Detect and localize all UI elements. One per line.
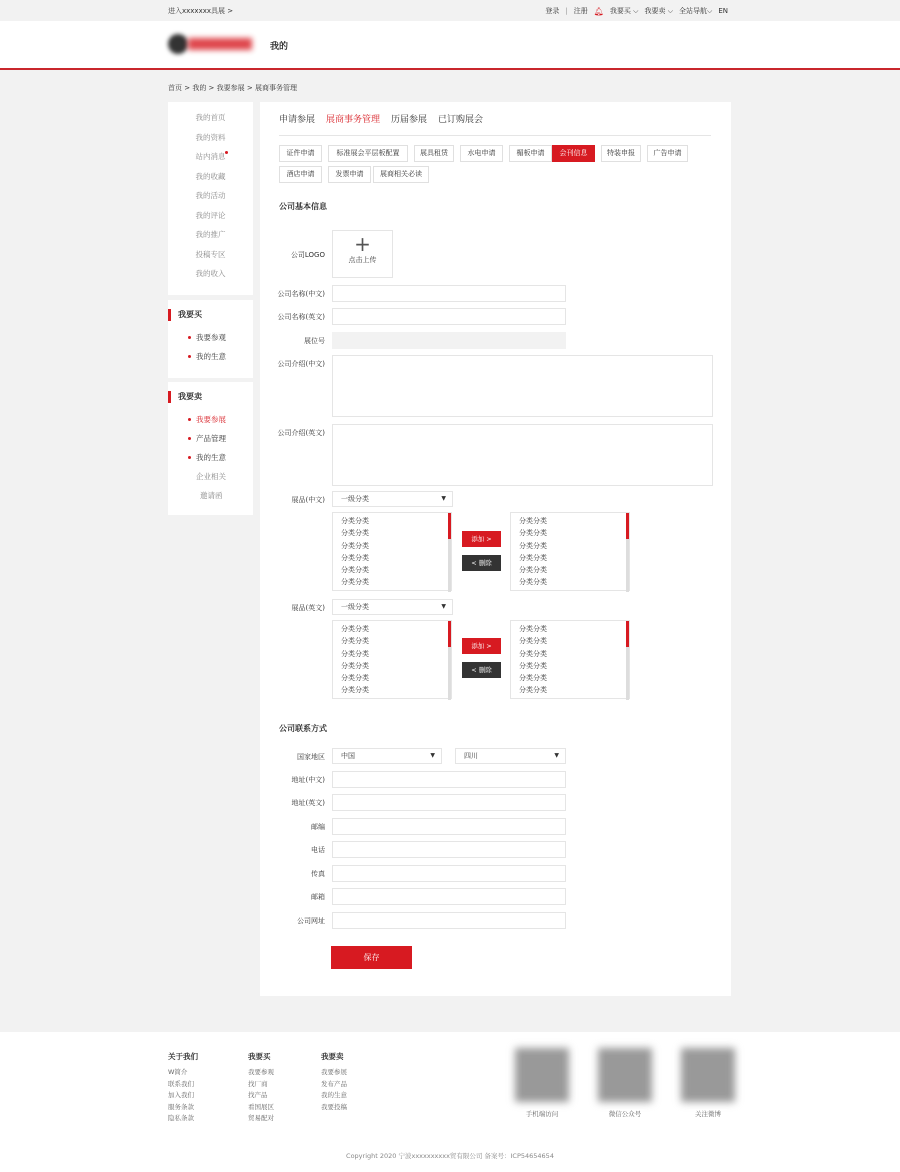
footer-col-title: 我要买 — [248, 1052, 271, 1061]
list-item[interactable]: 分类分类 — [519, 578, 547, 587]
footer-link[interactable]: 我要参展 — [321, 1068, 347, 1076]
email-field[interactable] — [332, 888, 566, 905]
sidebar-item-invitation[interactable]: 邀请函 — [200, 491, 223, 500]
buy-menu-label: 我要买 — [609, 7, 631, 15]
subtab-advertising[interactable]: 广告申请 — [647, 145, 688, 162]
subtab-equipment[interactable]: 展具租赁 — [414, 145, 454, 162]
sidebar-item-profile[interactable]: 我的资料 — [195, 132, 226, 142]
province-select[interactable] — [455, 748, 566, 764]
booth-label: 展位号 — [304, 337, 325, 345]
sidebar-item-submissions[interactable]: 投稿专区 — [195, 249, 226, 259]
subtab-special[interactable]: 特装申报 — [601, 145, 641, 162]
email-label: 邮箱 — [311, 893, 325, 901]
scrollbar[interactable] — [626, 513, 629, 592]
qr-wechat — [596, 1048, 654, 1118]
sidebar-buy-title: 我要买 — [168, 308, 253, 322]
subtab-invoice[interactable]: 发票申请 — [328, 166, 371, 183]
caret-down-icon: ▼ — [430, 752, 435, 759]
sidebar-item-label: 我要参展 — [196, 415, 226, 424]
section-contact-title: 公司联系方式 — [279, 724, 327, 733]
qr-mobile — [513, 1048, 571, 1118]
list-item[interactable]: 分类分类 — [341, 529, 369, 538]
postcode-field[interactable] — [332, 818, 566, 835]
sidebar-item-sell-business[interactable] — [168, 448, 253, 467]
list-item[interactable]: 分类分类 — [341, 625, 369, 633]
footer-link[interactable]: 我的生意 — [321, 1091, 347, 1099]
intro-cn-textarea[interactable] — [332, 355, 713, 417]
chevron-down-icon: ⌵ — [707, 7, 713, 15]
footer-link[interactable]: 我要投稿 — [321, 1102, 347, 1111]
chevron-down-icon: ⌵ — [633, 7, 639, 15]
footer-about — [168, 1051, 198, 1125]
subtab-catalog-info[interactable]: 会刊信息 — [552, 145, 595, 162]
sidebar-sell — [168, 382, 253, 515]
country-label: 国家地区 — [297, 753, 325, 761]
select-value: 中国 — [341, 752, 355, 760]
fax-field[interactable] — [332, 865, 566, 882]
sidebar-main — [168, 102, 253, 295]
footer-link[interactable]: 隐私条款 — [168, 1114, 194, 1122]
sidebar-item-label: 我要参观 — [196, 333, 226, 342]
sidebar-item-activities[interactable]: 我的活动 — [195, 191, 226, 200]
sell-menu-label: 我要卖 — [644, 7, 666, 15]
list-item[interactable]: 分类分类 — [341, 674, 369, 683]
list-item[interactable]: 分类分类 — [341, 541, 369, 550]
tab-ordered[interactable]: 已订购展会 — [438, 115, 484, 125]
qr-caption: 手机端访问 — [525, 1110, 559, 1118]
list-item[interactable]: 分类分类 — [519, 517, 547, 525]
products-en-label: 展品(英文) — [291, 604, 325, 612]
sidebar-item-income[interactable]: 我的收入 — [195, 269, 226, 278]
list-item[interactable]: 分类分类 — [341, 553, 369, 562]
breadcrumb: 首页 > 我的 > 我要参展 > 展商事务管理 — [168, 84, 297, 92]
category-select-en[interactable] — [332, 599, 453, 615]
list-item[interactable]: 分类分类 — [341, 578, 369, 587]
sidebar-item-home[interactable]: 我的首页 — [195, 113, 226, 122]
footer-link[interactable]: 找产品 — [248, 1091, 268, 1099]
footer-link[interactable]: 我要参观 — [248, 1068, 274, 1076]
remove-button[interactable]: < 删除 — [462, 662, 501, 678]
subtab-must-read[interactable]: 展商相关必读 — [373, 166, 429, 183]
booth-field — [332, 332, 566, 349]
subtab-utilities[interactable]: 水电申请 — [460, 145, 503, 162]
qr-caption: 微信公众号 — [608, 1110, 642, 1118]
list-item[interactable]: 分类分类 — [519, 625, 547, 633]
sidebar-item-messages[interactable] — [168, 151, 253, 171]
bell-icon[interactable]: 🔔︎ — [593, 6, 604, 16]
sidebar-sell-title: 我要卖 — [168, 390, 253, 404]
caret-down-icon: ▼ — [441, 495, 446, 502]
qr-caption: 关注微博 — [695, 1110, 721, 1118]
addr-en-field[interactable] — [332, 794, 566, 811]
register-link[interactable]: 注册 — [573, 7, 588, 15]
chevron-down-icon: ⌵ — [667, 7, 674, 15]
bullet — [188, 336, 191, 339]
select-value: 一级分类 — [341, 603, 369, 611]
postcode-label: 邮编 — [311, 823, 325, 831]
intro-en-textarea[interactable] — [332, 424, 713, 486]
list-item[interactable]: 分类分类 — [519, 649, 547, 658]
add-button[interactable]: 添加 > — [462, 531, 501, 547]
addr-en-label: 地址(英文) — [291, 799, 325, 807]
list-item[interactable]: 分类分类 — [519, 529, 547, 538]
footer-link[interactable]: 看国展区 — [248, 1102, 274, 1111]
list-item[interactable]: 分类分类 — [519, 637, 547, 646]
enter-exhibition-link[interactable]: 进入xxxxxxx具展 > — [168, 7, 234, 15]
phone-field[interactable] — [332, 841, 566, 858]
logo-mark — [168, 34, 188, 54]
sidebar-item-promotion[interactable]: 我的推广 — [195, 230, 226, 239]
unread-dot — [225, 151, 228, 154]
list-item[interactable]: 分类分类 — [519, 686, 547, 695]
header — [0, 21, 900, 70]
qr-code-image — [515, 1048, 569, 1102]
name-cn-field[interactable] — [332, 285, 566, 302]
addr-cn-field[interactable] — [332, 771, 566, 788]
caret-down-icon: ▼ — [441, 603, 446, 610]
sidebar-item-company[interactable]: 企业相关 — [196, 472, 226, 481]
main-panel — [260, 102, 731, 996]
list-item[interactable]: 分类分类 — [519, 553, 547, 562]
list-item[interactable]: 分类分类 — [519, 566, 547, 575]
plus-icon: + — [354, 232, 371, 256]
caret-down-icon: ▼ — [554, 752, 559, 759]
divider: | — [565, 7, 568, 15]
qr-code-image — [598, 1048, 652, 1102]
sidebar-item-label: 产品管理 — [196, 434, 226, 443]
footer-link[interactable]: 服务条款 — [168, 1102, 194, 1111]
sidebar-item-visit[interactable] — [168, 328, 253, 347]
list-item[interactable]: 分类分类 — [519, 661, 547, 670]
intro-en-label: 公司介绍(英文) — [277, 429, 325, 437]
bullet — [188, 437, 191, 440]
phone-label: 电话 — [311, 846, 325, 854]
addr-cn-label: 地址(中文) — [291, 776, 325, 784]
tab-history[interactable]: 历届参展 — [391, 115, 428, 125]
sidebar-item-exhibit[interactable] — [168, 410, 253, 429]
footer-link[interactable]: W简介 — [168, 1068, 188, 1076]
footer-link[interactable]: 找厂商 — [248, 1079, 268, 1088]
bullet — [188, 418, 191, 421]
sidebar-item-label: 站内消息 — [195, 152, 226, 161]
country-select[interactable] — [332, 748, 442, 764]
website-label: 公司网址 — [297, 917, 325, 925]
category-list-en-right[interactable] — [510, 620, 630, 699]
products-cn-label: 展品(中文) — [291, 496, 325, 504]
select-value: 一级分类 — [341, 495, 369, 503]
intro-cn-label: 公司介绍(中文) — [277, 360, 325, 368]
name-en-field[interactable] — [332, 308, 566, 325]
category-list-cn-left[interactable] — [332, 512, 452, 591]
tab-exhibitor-affairs[interactable]: 展商事务管理 — [326, 115, 381, 125]
website-field[interactable] — [332, 912, 566, 929]
qr-weibo — [679, 1048, 737, 1118]
buy-menu[interactable] — [610, 6, 639, 16]
footer-sell — [321, 1051, 347, 1113]
sidebar-item-favorites[interactable]: 我的收藏 — [195, 171, 226, 181]
category-select-cn[interactable] — [332, 491, 453, 507]
tab-apply[interactable]: 申请参展 — [279, 115, 316, 125]
lang-switch[interactable]: EN — [718, 7, 728, 15]
subtab-credentials[interactable]: 证件申请 — [279, 145, 322, 162]
sidebar-item-business[interactable] — [168, 347, 253, 366]
main-tabs — [279, 114, 711, 136]
list-item[interactable]: 分类分类 — [341, 686, 369, 695]
list-item[interactable]: 分类分类 — [341, 661, 369, 670]
logo-label: 公司LOGO — [290, 251, 325, 259]
bullet — [188, 456, 191, 459]
list-item[interactable]: 分类分类 — [341, 517, 369, 525]
scrollbar[interactable] — [448, 621, 451, 700]
scrollbar[interactable] — [626, 621, 629, 700]
remove-button[interactable]: < 删除 — [462, 555, 501, 571]
section-basic-title: 公司基本信息 — [279, 202, 327, 211]
select-value: 四川 — [464, 752, 478, 760]
list-item[interactable]: 分类分类 — [341, 637, 369, 646]
sidebar-item-products[interactable] — [168, 429, 253, 448]
logo-upload-button[interactable] — [332, 230, 393, 278]
site-nav-label: 全站导航 — [679, 7, 708, 15]
subtab-booth-config[interactable]: 标准展会平层板配置 — [328, 145, 408, 162]
site-logo[interactable] — [168, 32, 254, 56]
footer-link[interactable]: 贸易配对 — [248, 1114, 274, 1122]
page-title: 我的 — [270, 42, 289, 52]
footer-buy — [248, 1051, 274, 1125]
copyright: Copyright 2020 宁波xxxxxxxxxx贸有限公司 备案号：ICP54654654 — [346, 1152, 554, 1160]
fax-label: 传真 — [311, 870, 325, 878]
bullet — [188, 355, 191, 358]
add-button[interactable]: 添加 > — [462, 638, 501, 654]
sidebar-buy — [168, 300, 253, 378]
sidebar-item-comments[interactable]: 我的评论 — [195, 210, 226, 220]
save-button[interactable]: 保存 — [331, 946, 412, 969]
qr-code-image — [681, 1048, 735, 1102]
sidebar-item-label: 我的生意 — [196, 453, 226, 462]
footer-link[interactable]: 加入我们 — [168, 1091, 194, 1099]
scrollbar[interactable] — [448, 513, 451, 592]
name-cn-label: 公司名称(中文) — [277, 290, 325, 298]
category-list-cn-right[interactable] — [510, 512, 630, 591]
site-nav-menu[interactable] — [679, 6, 712, 16]
subtab-hotel[interactable]: 酒店申请 — [279, 166, 322, 183]
sidebar-item-label: 我的生意 — [196, 352, 226, 361]
subtab-fascia[interactable]: 楣板申请 — [509, 145, 552, 162]
login-link[interactable]: 登录 — [545, 7, 560, 15]
footer-link[interactable]: 联系我们 — [168, 1079, 194, 1088]
category-list-en-left[interactable] — [332, 620, 452, 699]
top-bar-right — [545, 6, 728, 16]
top-bar — [0, 0, 900, 21]
sell-menu[interactable] — [644, 6, 673, 16]
list-item[interactable]: 分类分类 — [341, 566, 369, 575]
list-item[interactable]: 分类分类 — [519, 541, 547, 550]
upload-text: 点击上传 — [348, 256, 377, 264]
footer-col-title: 我要卖 — [321, 1052, 344, 1061]
footer-link[interactable]: 发布产品 — [321, 1079, 347, 1088]
list-item[interactable]: 分类分类 — [519, 674, 547, 683]
footer-col-title: 关于我们 — [168, 1052, 198, 1061]
footer — [0, 1032, 900, 1172]
logo-text — [188, 38, 252, 50]
name-en-label: 公司名称(英文) — [277, 313, 325, 321]
list-item[interactable]: 分类分类 — [341, 649, 369, 658]
